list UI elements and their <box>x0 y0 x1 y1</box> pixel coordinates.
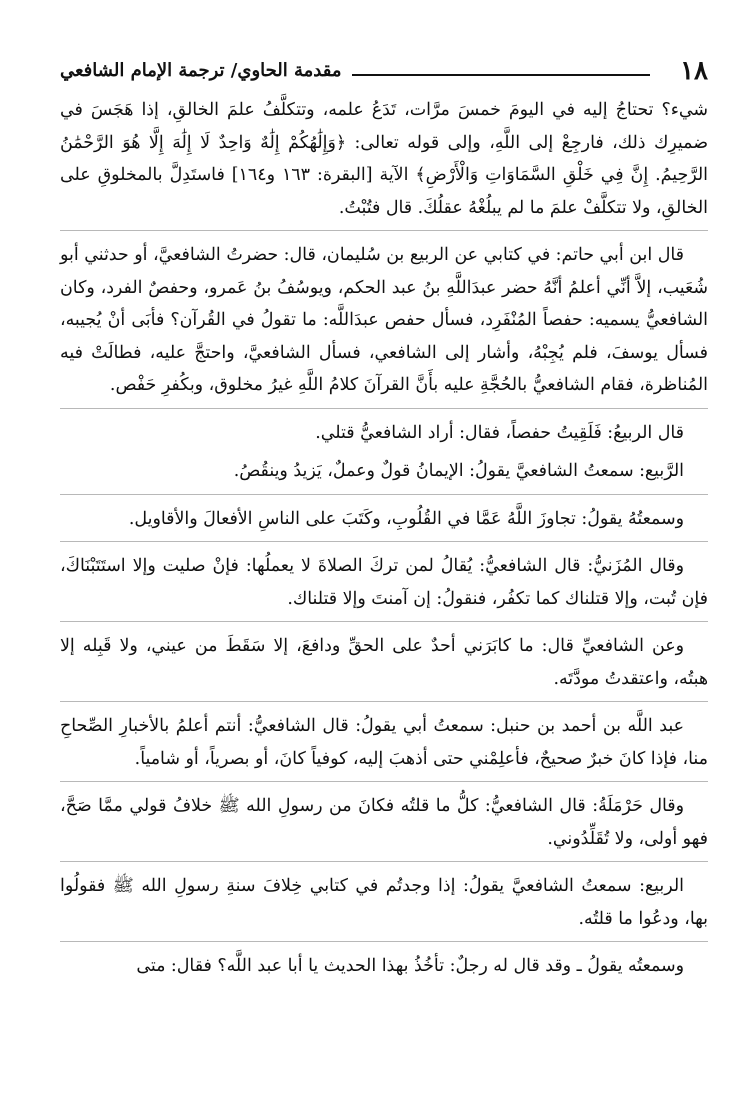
paragraph: وعن الشافعيِّ قال: ما كابَرَني أحدٌ على الحقِّ ودافعَ، إلا سَقَطَ من عيني، ولا قَبِله إلا هبتُه، واعتقدتُ مودَّتَه. <box>60 636 708 689</box>
paragraph-divider <box>60 781 708 782</box>
paragraph-divider <box>60 541 708 542</box>
header-rule <box>352 74 650 76</box>
paragraph-divider <box>60 941 708 942</box>
paragraph: شيء؟ تحتاجُ إليه في اليومَ خمسَ مرَّات، تَدَعُ علمه، وتتكلَّفُ علمَ الخالقِ، إذا هَجَسَ في ضميرِك ذلك، فارجِعْ إلى اللَّهِ، وإلى قوله تعالى: ﴿وَإِلَٰهُكُمْ إِلَٰهٌ وَاحِدٌ لَا إِلَٰهَ إِلَّا هُوَ الرَّحْمَٰنُ الرَّحِيمُ. إِنَّ فِي خَلْقِ السَّمَاوَاتِ وَالْأَرْضِ﴾ الآية [البقرة: ١٦٣ و١٦٤] فاستَدِلَّ بالمخلوقِ على الخالقِ، ولا تتكلَّفْ علمَ ما لم يبلُغْهُ عقلُكَ. قال فتُبْتُ. <box>60 100 708 218</box>
paragraph: عبد اللَّه بن أحمد بن حنبل: سمعتُ أبي يقولُ: قال الشافعيُّ: أنتم أعلمُ بالأخبارِ الصِّحاحِ منا، فإذا كانَ خبرٌ صحيحٌ، فأعلِمْني حتى أذهبَ إليه، كوفياً كانَ، أو بصرياً، أو شامياً. <box>60 716 708 769</box>
paragraph: قال الربيعُ: فَلَقِيتُ حفصاً، فقال: أراد الشافعيُّ قتلي. <box>315 422 684 443</box>
paragraph: الربيع: سمعتُ الشافعيَّ يقولُ: إذا وجدتُم في كتابي خِلافَ سنةِ رسولِ الله ﷺ فقولُوا بها، ودعُوا ما قلتُه. <box>60 876 708 929</box>
paragraph-divider <box>60 408 708 409</box>
paragraph: وسمعتُه يقولُ ـ وقد قال له رجلٌ: تأخُذُ بهذا الحديث يا أبا عبد اللَّه؟ فقال: متى <box>136 956 684 976</box>
paragraph: وقال المُزَنيُّ: قال الشافعيُّ: يُقالُ لمن تركَ الصلاةَ لا يعملُها: فإنْ صليت وإلا استَتَبْنَاكَ، فإن تُبت، وإلا قتلناك كما تكفُر، فنقولُ: إن آمنتَ وإلا قتلناك. <box>60 556 708 609</box>
paragraph-divider <box>60 230 708 231</box>
paragraph-divider <box>60 621 708 622</box>
running-header <box>60 54 708 88</box>
page-number: ١٨ <box>680 56 708 86</box>
body-text <box>60 94 708 989</box>
paragraph: قال ابن أبي حاتم: في كتابي عن الربيع بن سُليمان، قال: حضرتُ الشافعيَّ، أو حدثني أبو شُعَيب، إلاَّ أنِّي أعلمُ أنَّهُ حضر عبدَاللَّهِ بنُ عبد الحكم، ويوسُفُ بنُ عَمرو، وحفصٌ الفرد، وكان الشافعيُّ يسميه: حفصاً المُنْفَرِد، فسأل حفص عبدَاللَّه: ما تقولُ في القُرآن؟ فأبَى أنْ يُجيبه، فسأل يوسفَ، فلم يُجِبْهُ، وأشار إلى الشافعي، فسأل الشافعيَّ، واحتجَّ عليه، فطالَتْ فيه المُناظرة، فقام الشافعيُّ بالحُجَّةِ عليه بأَنَّ القرآنَ كلامُ اللَّهِ غيرُ مخلوق، وبكُفرِ حَفْص. <box>60 245 708 395</box>
paragraph: وسمعتُهُ يقولُ: تجاوزَ اللَّهُ عَمَّا في القُلُوبِ، وكَتَبَ على الناسِ الأفعالَ والأقاويل. <box>128 508 684 529</box>
paragraph-divider <box>60 494 708 495</box>
paragraph: وقال حَرْمَلَةُ: قال الشافعيُّ: كلُّ ما قلتُه فكانَ من رسولِ الله ﷺ خلافُ قولي ممَّا صَحَّ، فهو أولى، ولا تُقَلِّدُوني. <box>60 796 708 849</box>
paragraph: الرَّبيع: سمعتُ الشافعيَّ يقولُ: الإيمانُ قولٌ وعملٌ، يَزيدُ وينقُصُ. <box>233 461 684 481</box>
running-title: مقدمة الحاوي/ ترجمة الإمام الشافعي <box>60 60 342 81</box>
paragraph-divider <box>60 701 708 702</box>
paragraph-divider <box>60 861 708 862</box>
